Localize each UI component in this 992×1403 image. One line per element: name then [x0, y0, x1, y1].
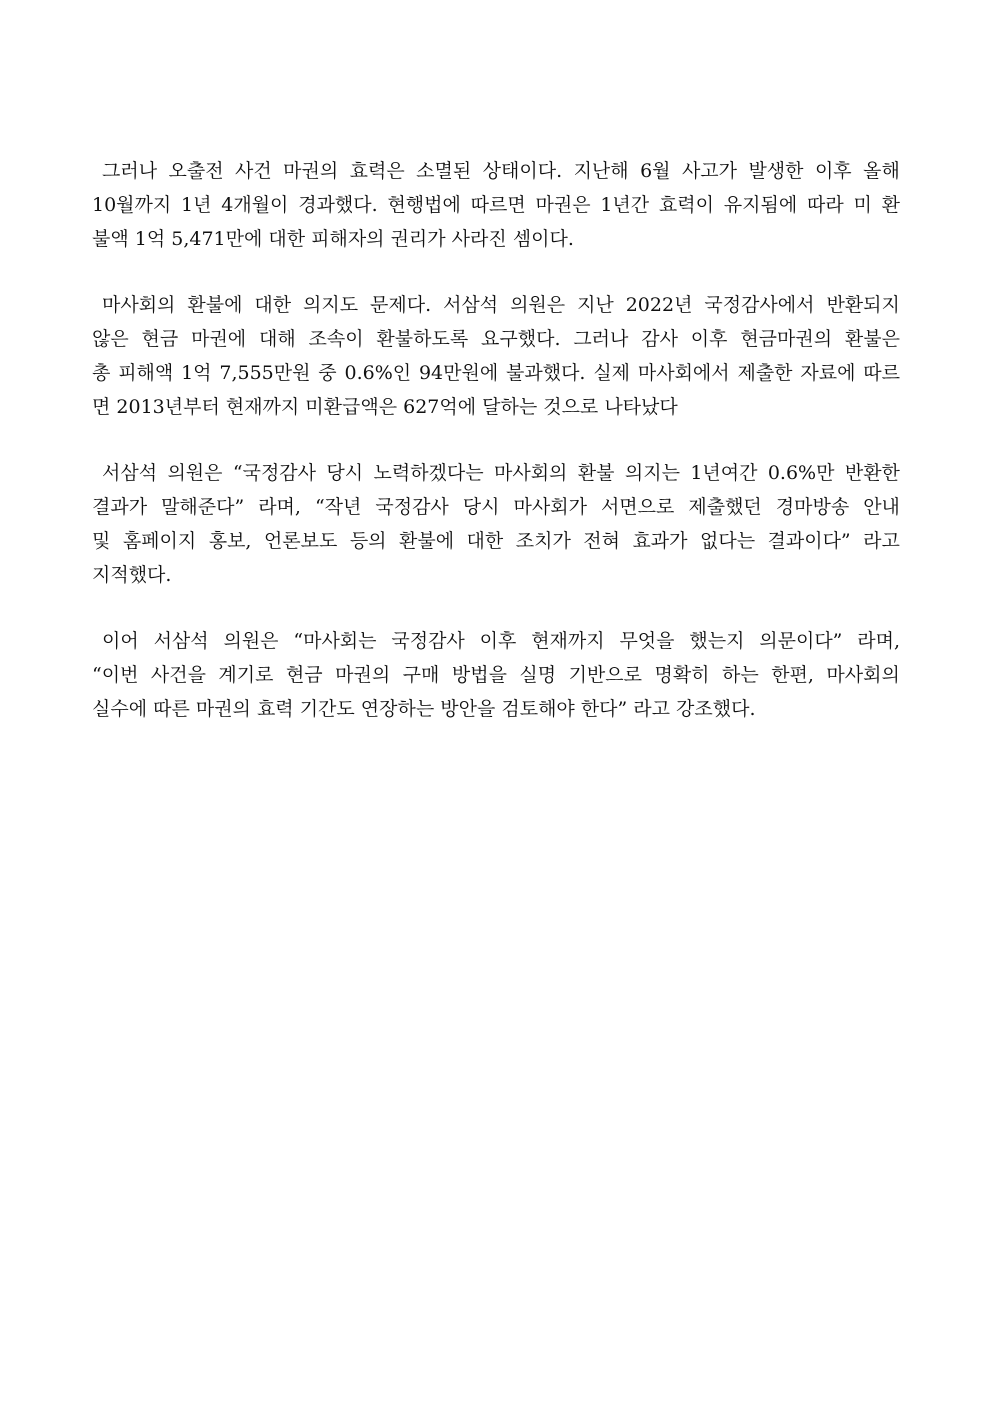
word: 의지도	[303, 294, 359, 316]
word: 요구했다.	[481, 328, 561, 350]
word: 의문이다”	[759, 630, 843, 652]
word: 마사회의	[493, 462, 568, 484]
word: 10월까지	[92, 194, 172, 216]
word: 환불	[577, 462, 615, 484]
word: 기반으로	[568, 664, 642, 686]
word: 4개월이	[221, 194, 289, 216]
paragraph-line	[92, 188, 900, 222]
word: 지난	[577, 294, 614, 316]
word: 명확히	[654, 664, 710, 686]
word: 1년여간	[690, 462, 758, 484]
paragraph-line	[92, 322, 900, 356]
word: 중	[318, 362, 337, 384]
word: 자료에	[800, 362, 856, 384]
word: 1억	[181, 362, 212, 384]
word: 결과이다”	[767, 530, 851, 552]
word: 라고	[863, 530, 900, 552]
word: 홈페이지	[122, 530, 197, 552]
word: 하는	[722, 664, 759, 686]
paragraph-line: 면 2013년부터 현재까지 미환급액은 627억에 달하는 것으로 나타났다	[92, 396, 678, 418]
word: 계기로	[218, 664, 274, 686]
document-page	[92, 154, 900, 758]
word: 마사회의	[102, 294, 176, 316]
word: 불과했다.	[506, 362, 586, 384]
word: 제출한	[737, 362, 793, 384]
word: 대해	[258, 328, 296, 350]
word: 한편,	[771, 664, 814, 686]
word: 사건	[235, 160, 272, 182]
word: 현금	[285, 664, 323, 686]
word: 반환한	[844, 462, 900, 484]
paragraph-3	[92, 456, 900, 592]
paragraph-line	[92, 456, 900, 490]
word: 그러나	[573, 328, 629, 350]
word: 홍보,	[208, 530, 252, 552]
word: 94만원에	[418, 362, 499, 384]
word: 미	[853, 194, 872, 216]
word: 언론보도	[263, 530, 338, 552]
word: 환	[881, 194, 900, 216]
word: 그러나	[102, 160, 158, 182]
word: 따르	[863, 362, 900, 384]
word: “작년	[314, 496, 362, 518]
word: 2022년	[625, 294, 693, 316]
word: 현금마권의	[740, 328, 833, 350]
word: 않은	[92, 328, 129, 350]
word: 감사	[641, 328, 678, 350]
word: 당시	[326, 462, 364, 484]
word: 현금	[141, 328, 179, 350]
word: 라며,	[258, 496, 301, 518]
paragraph-line	[92, 624, 900, 658]
word: 했는지	[689, 630, 745, 652]
word: 국정감사	[391, 630, 465, 652]
paragraph-4	[92, 624, 900, 726]
word: 이후	[690, 328, 728, 350]
word: 현행법에	[387, 194, 461, 216]
word: 피해액	[118, 362, 174, 384]
word: 서삼석	[153, 630, 209, 652]
word: 6월	[640, 160, 671, 182]
word: 실명	[519, 664, 557, 686]
word: 말해준다”	[161, 496, 245, 518]
word: 마사회에서	[637, 362, 730, 384]
word: “국정감사	[232, 462, 317, 484]
word: 조속이	[308, 328, 364, 350]
word: 반환되지	[826, 294, 900, 316]
word: 따라	[806, 194, 844, 216]
word: 제출했던	[688, 496, 762, 518]
word: 없다는	[699, 530, 756, 552]
word: 총	[92, 362, 111, 384]
paragraph-2	[92, 288, 900, 424]
word: 국정감사	[375, 496, 449, 518]
word: 환불에	[187, 294, 243, 316]
word: 의지는	[624, 462, 680, 484]
word: 효력은	[349, 160, 405, 182]
word: 0.6%만	[767, 462, 835, 484]
word: 구매	[402, 664, 440, 686]
paragraph-line	[92, 356, 900, 390]
word: 환불하도록	[376, 328, 469, 350]
word: 의원은	[510, 294, 566, 316]
word: 경과했다.	[298, 194, 378, 216]
word: 결과가	[92, 496, 148, 518]
paragraph-line: 불액 1억 5,471만에 대한 피해자의 권리가 사라진 셈이다.	[92, 228, 574, 250]
word: 마사회가	[513, 496, 587, 518]
word: 마권은	[535, 194, 591, 216]
word: 사고가	[681, 160, 738, 182]
word: 1년	[181, 194, 212, 216]
word: 조치가	[515, 530, 571, 552]
word: 국정감사에서	[704, 294, 815, 316]
word: 라며,	[857, 630, 900, 652]
word: 마사회의	[826, 664, 900, 686]
paragraph-1	[92, 154, 900, 256]
paragraph-line	[92, 658, 900, 692]
word: 전혀	[583, 530, 620, 552]
word: “마사회는	[293, 630, 377, 652]
paragraph-line	[92, 490, 900, 524]
word: 0.6%인	[344, 362, 412, 384]
word: 및	[92, 530, 111, 552]
word: 올해	[863, 160, 900, 182]
paragraph-line	[92, 288, 900, 322]
paragraph-line	[92, 524, 900, 558]
word: 무엇을	[619, 630, 675, 652]
word: 의원은	[223, 630, 279, 652]
word: 현재까지	[531, 630, 605, 652]
word: 따르면	[470, 194, 526, 216]
word: 1년간	[600, 194, 650, 216]
word: 효력이	[658, 194, 714, 216]
paragraph-line	[92, 154, 900, 188]
word: 이후	[814, 160, 852, 182]
word: 서삼석	[443, 294, 499, 316]
word: 마권에	[191, 328, 247, 350]
word: 이어	[102, 630, 139, 652]
word: 서삼석	[102, 462, 158, 484]
word: 7,555만원	[219, 362, 311, 384]
word: 효과가	[632, 530, 688, 552]
word: 대한	[254, 294, 292, 316]
word: 안내	[863, 496, 900, 518]
word: 환불에	[399, 530, 455, 552]
word: 노력하겠다는	[373, 462, 484, 484]
word: 문제다.	[370, 294, 432, 316]
paragraph-line: 지적했다.	[92, 564, 172, 586]
word: 상태이다.	[482, 160, 563, 182]
word: 발생한	[748, 160, 804, 182]
word: 마권의	[283, 160, 339, 182]
word: 지난해	[573, 160, 629, 182]
word: 마권의	[335, 664, 391, 686]
word: 경마방송	[775, 496, 850, 518]
word: 방법을	[451, 664, 507, 686]
word: 서면으로	[600, 496, 675, 518]
word: 오출전	[168, 160, 224, 182]
word: 이후	[479, 630, 517, 652]
word: 대한	[466, 530, 504, 552]
paragraph-line: 실수에 따른 마권의 효력 기간도 연장하는 방안을 검토해야 한다” 라고 강조했다.	[92, 698, 756, 720]
word: 실제	[593, 362, 631, 384]
word: 환불은	[844, 328, 900, 350]
word: 등의	[349, 530, 387, 552]
word: 유지됨에	[723, 194, 798, 216]
word: “이번	[92, 664, 139, 686]
word: 소멸된	[416, 160, 472, 182]
word: 의원은	[167, 462, 223, 484]
word: 당시	[462, 496, 500, 518]
word: 사건을	[150, 664, 206, 686]
